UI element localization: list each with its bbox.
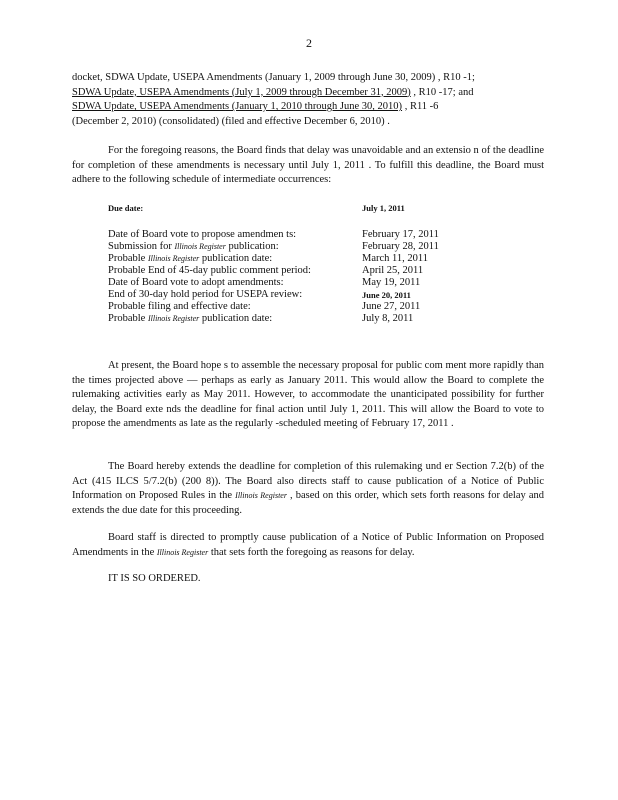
schedule-row: Probable filing and effective date: June 27, 2011	[108, 301, 421, 312]
schedule-row: Submission for Illinois Register publication: February 28, 2011	[108, 241, 439, 252]
paragraph-at-present: At present, the Board hope s to assemble the necessary proposal for public com ment more rapidly than the times projected above — perhaps as early as January 2011. This would allow the Board to complete the rulemaking activities early as May 2011. However, to accommodate the unanticipated possibility for further delay, the Board exte nds the deadline for final action until July 1, 2011. This will allow the Board to vote to propose the amendments as late as the regularly -scheduled meeting of February 17, 2011 .	[72, 360, 544, 430]
paragraph-staff-directive: Board staff is directed to promptly cause publication of a Notice of Public Information on Proposed Amendments in the Illinois Register that sets forth the foregoing as reasons for delay.	[72, 532, 544, 558]
citation-line-1: docket, SDWA Update, USEPA Amendments (January 1, 2009 through June 30, 2009) , R10 -1;	[72, 72, 475, 83]
page-number: 2	[306, 36, 312, 50]
schedule-row: Probable Illinois Register publication date: July 8, 2011	[108, 313, 414, 324]
citation-line-4: (December 2, 2010) (consolidated) (filed and effective December 6, 2010) .	[72, 115, 390, 127]
schedule-table	[108, 201, 468, 325]
paragraph-extension: The Board hereby extends the deadline for completion of this rulemaking und er Section 7.2(b) of the Act (415 ILCS 5/7.2(b) (200 8)). The Board also directs staff to cause publication of a Notice of Public Information on Proposed Rules in the Illinois Register , based on this order, which sets forth reasons for delay and extends the due date for this proceeding.	[72, 461, 545, 516]
paragraph-delay-reasons: For the foregoing reasons, the Board finds that delay was unavoidable and an extensio n of the deadline for completion of these amendments is necessary until July 1, 2011 . To fulfill this deadline, the Board must adhere to the following schedule of intermediate occurrences:	[72, 145, 544, 186]
schedule-row: End of 30-day hold period for USEPA review: June 20, 2011	[108, 289, 411, 300]
due-value: July 1, 2011	[362, 203, 405, 213]
schedule-row: Date of Board vote to propose amendmen ts: February 17, 2011	[108, 229, 439, 240]
schedule-row: Probable Illinois Register publication date: March 11, 2011	[108, 253, 428, 264]
schedule-row: Date of Board vote to adopt amendments: May 19, 2011	[108, 277, 421, 288]
paragraph-citation	[72, 71, 544, 129]
citation-line-2: SDWA Update, USEPA Amendments (July 1, 2009 through December 31, 2009) , R10 -17; and	[72, 86, 474, 98]
citation-line-3: SDWA Update, USEPA Amendments (January 1, 2010 through June 30, 2010) , R11 -6	[72, 101, 439, 113]
schedule-row: Probable End of 45-day public comment period: April 25, 2011	[108, 265, 424, 276]
schedule-header	[108, 201, 468, 215]
due-label: Due date:	[108, 203, 144, 213]
order-closing: IT IS SO ORDERED.	[108, 573, 201, 584]
